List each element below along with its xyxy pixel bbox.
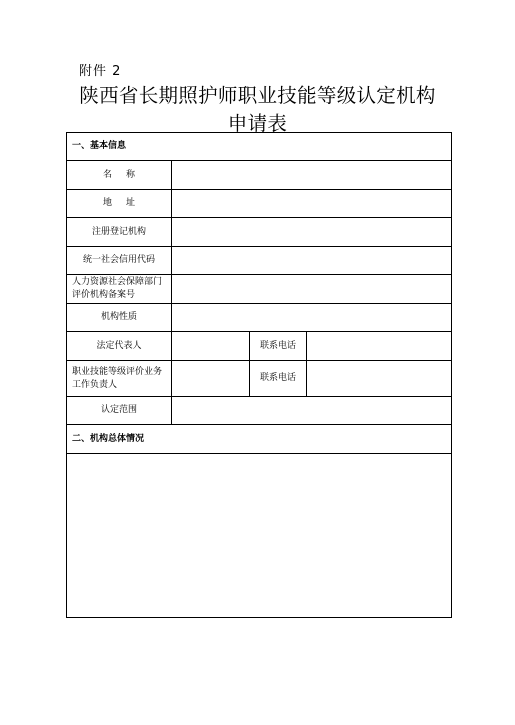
business-lead-phone-field[interactable] [307, 361, 452, 397]
legal-rep-phone-label: 联系电话 [250, 332, 307, 361]
scope-field[interactable] [172, 397, 452, 425]
hr-record-label: 人力资源社会保障部门评价机构备案号 [67, 275, 172, 304]
registration-authority-field[interactable] [172, 218, 452, 247]
attachment-label: 附件 2 [79, 64, 122, 79]
row-legal-rep [67, 332, 452, 361]
section2-heading: 二、机构总体情况 [67, 425, 452, 454]
row-address [67, 190, 452, 218]
legal-rep-phone-field[interactable] [307, 332, 452, 361]
name-label: 名称 [67, 161, 172, 190]
name-field[interactable] [172, 161, 452, 190]
registration-authority-label: 注册登记机构 [67, 218, 172, 247]
row-hr-record [67, 275, 452, 304]
credit-code-label: 统一社会信用代码 [67, 247, 172, 275]
section2-content-row [67, 454, 452, 618]
row-business-lead [67, 361, 452, 397]
hr-record-field[interactable] [172, 275, 452, 304]
row-name [67, 161, 452, 190]
row-scope [67, 397, 452, 425]
address-field[interactable] [172, 190, 452, 218]
legal-rep-field[interactable] [172, 332, 250, 361]
row-org-nature [67, 304, 452, 332]
org-nature-field[interactable] [172, 304, 452, 332]
section1-header-row [67, 133, 452, 161]
address-label: 地址 [67, 190, 172, 218]
org-nature-label: 机构性质 [67, 304, 172, 332]
business-lead-field[interactable] [172, 361, 250, 397]
business-lead-label: 职业技能等级评价业务工作负责人 [67, 361, 172, 397]
section2-header-row [67, 425, 452, 454]
org-overview-field[interactable] [67, 454, 452, 618]
legal-rep-label: 法定代表人 [67, 332, 172, 361]
business-lead-phone-label: 联系电话 [250, 361, 307, 397]
row-credit-code [67, 247, 452, 275]
row-registration-authority [67, 218, 452, 247]
form-title-line-1: 陕西省长期照护师职业技能等级认定机构 [79, 84, 436, 107]
section1-heading: 一、基本信息 [67, 133, 452, 161]
scope-label: 认定范围 [67, 397, 172, 425]
form-title-line-2: 申请表 [227, 112, 288, 135]
credit-code-field[interactable] [172, 247, 452, 275]
application-form-table [66, 132, 452, 618]
